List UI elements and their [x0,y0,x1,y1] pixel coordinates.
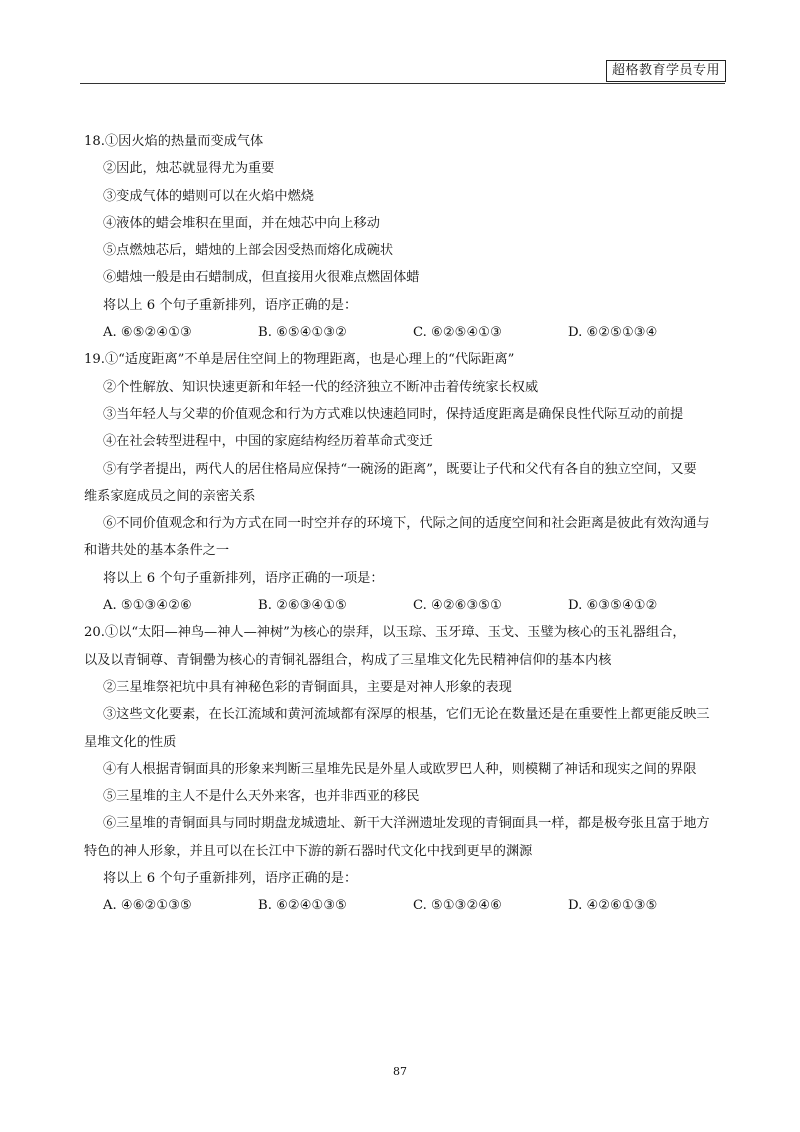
q20-options [84,892,724,919]
q18-line-4: ④液体的蜡会堆积在里面，并在烛芯中向上移动 [103,215,380,231]
q19-number: 19. [84,352,105,368]
q18-option-a[interactable]: A. ⑥⑤②④①③ [103,325,192,341]
q20-line-5: ⑤三星堆的主人不是什么天外来客，也并非西亚的移民 [103,789,420,805]
q19-line-6-cont: 和谐共处的基本条件之一 [84,543,230,559]
q18-line-5: ⑤点燃烛芯后，蜡烛的上部会因受热而熔化成碗状 [103,243,394,259]
q20-line-1-cont: 以及以青铜尊、青铜罍为核心的青铜礼器组合，构成了三星堆文化先民精神信仰的基本内核 [84,652,612,668]
q18-prompt: 将以上 6 个句子重新排列，语序正确的是： [103,297,358,313]
q19-line-5-cont: 维系家庭成员之间的亲密关系 [84,488,256,504]
q19-options [84,592,724,619]
page-number: 87 [393,1065,407,1078]
q20-line-3: ③这些文化要素，在长江流域和黄河流域都有深厚的根基，它们无论在数量还是在重要性上都更能反映三 [103,707,710,723]
q19-option-a[interactable]: A. ⑤①③④②⑥ [103,598,192,614]
q20-line-3-cont: 星堆文化的性质 [84,734,177,750]
q20-option-a[interactable]: A. ④⑥②①③⑤ [103,898,192,914]
q19-line-2: ②个性解放、知识快速更新和年轻一代的经济独立不断冲击着传统家长权威 [103,379,539,395]
q20-line-6: ⑥三星堆的青铜面具与同时期盘龙城遗址、新干大洋洲遗址发现的青铜面具一样，都是极夸张且富于地方 [103,816,710,832]
q19-line-3: ③当年轻人与父辈的价值观念和行为方式难以快速趋同时，保持适度距离是确保良性代际互动的前提 [103,406,684,422]
header-tag: 超格教育学员专用 [606,60,726,82]
q20-number: 20. [84,625,105,641]
q20-line-2: ②三星堆祭祀坑中具有神秘色彩的青铜面具，主要是对神人形象的表现 [103,679,512,695]
q20-line-4: ④有人根据青铜面具的形象来判断三星堆先民是外星人或欧罗巴人种，则模糊了神话和现实之间的界限 [103,761,697,777]
q18-line-2: ②因此，烛芯就显得尤为重要 [103,161,275,177]
q18-line-6: ⑥蜡烛一般是由石蜡制成，但直接用火很难点燃固体蜡 [103,270,420,286]
question-content [84,128,724,920]
q18-line-1: 18.①因火焰的热量而变成气体 [84,134,264,149]
q20-line-1: 20.①以“太阳—神鸟—神人—神树”为核心的崇拜，以玉琮、玉牙璋、玉戈、玉璧为核心的玉礼器组合， [84,625,686,641]
q20-line-6-cont: 特色的神人形象，并且可以在长江中下游的新石器时代文化中找到更早的渊源 [84,843,533,859]
header-rule [80,83,725,84]
q19-prompt: 将以上 6 个句子重新排列，语序正确的一项是： [103,570,384,586]
q20-prompt: 将以上 6 个句子重新排列，语序正确的是： [103,871,358,887]
q18-number: 18. [84,134,105,149]
q19-option-c[interactable]: C. ④②⑥③⑤① [413,598,502,614]
q19-line-1: 19.①“适度距离”不单是居住空间上的物理距离，也是心理上的“代际距离” [84,352,515,368]
q20-option-d[interactable]: D. ④②⑥①③⑤ [568,898,658,914]
q18-options [84,319,724,346]
q19-line-6: ⑥不同价值观念和行为方式在同一时空并存的环境下，代际之间的适度空间和社会距离是彼此有效沟通与 [103,516,710,532]
q19-option-b[interactable]: B. ②⑥③④①⑤ [258,598,348,614]
q18-option-b[interactable]: B. ⑥⑤④①③② [258,325,348,341]
q20-option-c[interactable]: C. ⑤①③②④⑥ [413,898,502,914]
q19-line-4: ④在社会转型进程中，中国的家庭结构经历着革命式变迁 [103,434,433,450]
q19-option-d[interactable]: D. ⑥③⑤④①② [568,598,658,614]
q18-line-3: ③变成气体的蜡则可以在火焰中燃烧 [103,188,314,204]
q19-line-5: ⑤有学者提出，两代人的居住格局应保持“一碗汤的距离”，既要让子代和父代有各自的独立空间，又要 [103,461,697,477]
q20-option-b[interactable]: B. ⑥②④①③⑤ [258,898,348,914]
q18-option-c[interactable]: C. ⑥②⑤④①③ [413,325,502,341]
q18-option-d[interactable]: D. ⑥②⑤①③④ [568,325,658,341]
